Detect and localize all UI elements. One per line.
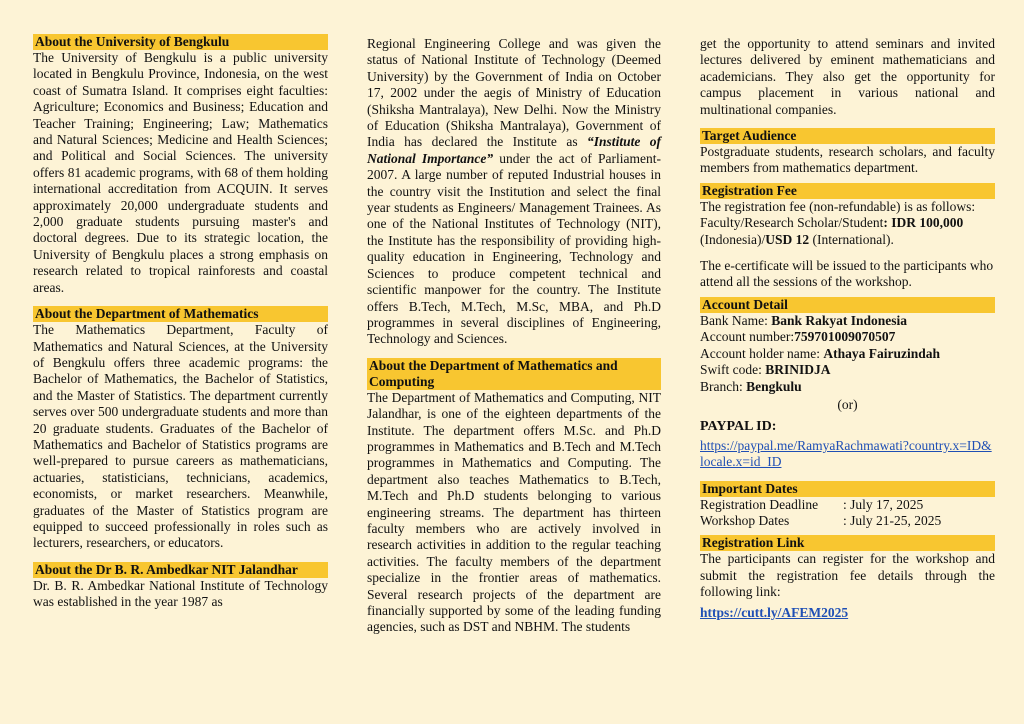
fee-line-3: [700, 232, 995, 248]
heading-important-dates: Important Dates: [700, 481, 995, 497]
heading-about-math-computing: About the Department of Mathematics and Computing: [367, 358, 661, 390]
nit-text-part1: Regional Engineering College and was given the status of National Institute of Technology (Deemed University) by the Government of India on October 17, 2002 under the aegis of Ministry of Education (Shiksha Mantralaya), New Delhi. Now the Ministry of Education (Shiksha Mantralaya), Government of India has declared the Institute as: [367, 36, 661, 150]
nit-text-part2: under the act of Parliament-2007. A large number of reputed Industrial houses in the country visit the Institution and select the final year students as Engineers/ Management Trainees. As one of the National Institutes of Technology (NIT), the Institute has the responsibility of providing high-quality education in Engineering, Technology and Sciences to produce competent technical and scientific manpower for the country. The Institute offers B.Tech, M.Tech, M.Sc, MBA, and Ph.D programmes in several disciplines of Engineering, Technology and Sciences.: [367, 150, 661, 347]
bank-name-value: Bank Rakyat Indonesia: [771, 312, 908, 328]
heading-target-audience: Target Audience: [700, 128, 995, 144]
account-number: [700, 329, 995, 345]
or-separator: (or): [837, 396, 858, 412]
registration-deadline-value: : July 17, 2025: [843, 496, 924, 512]
registration-link[interactable]: https://cutt.ly/AFEM2025: [700, 604, 849, 620]
fee-idr: : IDR 100,000: [883, 215, 964, 231]
text-about-nit-start: Dr. B. R. Ambedkar National Institute of Technology was established in the year 1987 as: [33, 577, 328, 610]
paypal-link[interactable]: https://paypal.me/RamyaRachmawati?country.x=ID&locale.x=id_ID: [700, 437, 992, 470]
column-3: [700, 36, 995, 621]
text-certificate: The e-certificate will be issued to the participants who attend all the sessions of the workshop.: [700, 258, 994, 290]
workshop-dates-value: : July 21-25, 2025: [843, 512, 942, 528]
swift-code: [700, 362, 995, 378]
heading-about-nit: About the Dr B. R. Ambedkar NIT Jalandhar: [33, 562, 328, 578]
text-about-math-computing: The Department of Mathematics and Computing, NIT Jalandhar, is one of the eighteen departments of the Institute. The department offers M.Sc. and Ph.D programmes in Mathematics and B.Tech and M.Tech programmes in Mathematics and Computing. The department also teaches Mathematics to B.Tech, M.Tech and Ph.D students belonging to various engineering streams. The department has thirteen faculty members who are actively involved in research activities in addition to the regular teaching activities. The faculty members of the department specialize in the frontier areas of mathematics. Several research projects of the department are financially supported by some of the leading funding agencies, such as DST and NBHM. The students: [367, 389, 661, 635]
account-number-value: 759701009070507: [794, 329, 896, 345]
text-registration-link: The participants can register for the workshop and submit the registration fee details through the following link:: [700, 551, 995, 600]
column-2: [367, 36, 661, 636]
branch-value: Bengkulu: [746, 378, 802, 394]
swift-code-value: BRINIDJA: [765, 362, 831, 378]
account-number-label: Account number:: [700, 329, 795, 345]
heading-about-university: About the University of Bengkulu: [33, 34, 328, 50]
workshop-dates-label: Workshop Dates: [700, 512, 790, 528]
heading-registration-fee: Registration Fee: [700, 183, 995, 199]
text-about-nit-continued: [367, 36, 661, 348]
fee-line-2: [700, 215, 995, 231]
registration-deadline-row: [700, 497, 995, 513]
workshop-dates-row: [700, 513, 995, 529]
bank-name: [700, 313, 995, 329]
swift-code-label: Swift code:: [700, 362, 766, 378]
registration-deadline-label: Registration Deadline: [700, 496, 819, 512]
heading-about-department: About the Department of Mathematics: [33, 306, 328, 322]
fee-category: Faculty/Research Scholar/Student: [700, 215, 884, 231]
fee-line-1: The registration fee (non-refundable) is as follows:: [700, 198, 976, 214]
account-holder-label: Account holder name:: [700, 345, 824, 361]
account-holder: [700, 346, 995, 362]
text-about-university: The University of Bengkulu is a public university located in Bengkulu Province, Indonesia, on the west coast of Sumatra Island. It comprises eight faculties: Agriculture; Economics and Business; Education and Teacher Training; Engineering; Law; Mathematics and Natural Sciences; Medicine and Health Sciences; and Political and Social Sciences. The university offers 81 academic programs, with 68 of them holding international accreditation from ACQUIN. It serves approximately 20,000 undergraduate students and 2,000 graduate students pursuing master's and doctoral degrees. Due to its strategic location, the University of Bengkulu places a strong emphasis on research related to tropical rainforests and coastal areas.: [33, 50, 328, 295]
paypal-label: PAYPAL ID:: [700, 419, 777, 435]
nit-importance-quote: “Institute of National Importance”: [367, 134, 661, 166]
branch-label: Branch:: [700, 378, 747, 394]
branch: [700, 379, 995, 395]
fee-indonesia: (Indonesia)/: [700, 231, 766, 247]
text-target-audience: Postgraduate students, research scholars, and faculty members from mathematics department.: [700, 144, 995, 176]
heading-account-detail: Account Detail: [700, 297, 995, 313]
fee-international: (International).: [809, 231, 894, 247]
fee-usd: USD 12: [765, 231, 810, 247]
account-holder-value: Athaya Fairuzindah: [823, 345, 940, 361]
column-1: [33, 34, 328, 611]
text-math-computing-continued: get the opportunity to attend seminars and invited lectures delivered by eminent mathematicians and academicians. They also get the opportunity for campus placement in various national and multinational companies.: [700, 36, 995, 117]
text-about-department: The Mathematics Department, Faculty of Mathematics and Natural Sciences, at the University of Bengkulu offers three academic programs: the Bachelor of Mathematics, the Bachelor of Statistics, and the Master of Statistics. The department currently serves over 500 undergraduate students and more than 20 graduate students. Graduates of the Bachelor of Mathematics and Bachelor of Statistics programs are well-prepared to pursue careers as mathematicians, actuaries, statisticians, technicians, academics, economists, or market researchers. Meanwhile, graduates of the Master of Statistics program are equipped to succeed professionally in roles such as lecturers, researchers, or educators.: [33, 322, 328, 551]
bank-name-label: Bank Name:: [700, 312, 772, 328]
heading-registration-link: Registration Link: [700, 535, 995, 551]
